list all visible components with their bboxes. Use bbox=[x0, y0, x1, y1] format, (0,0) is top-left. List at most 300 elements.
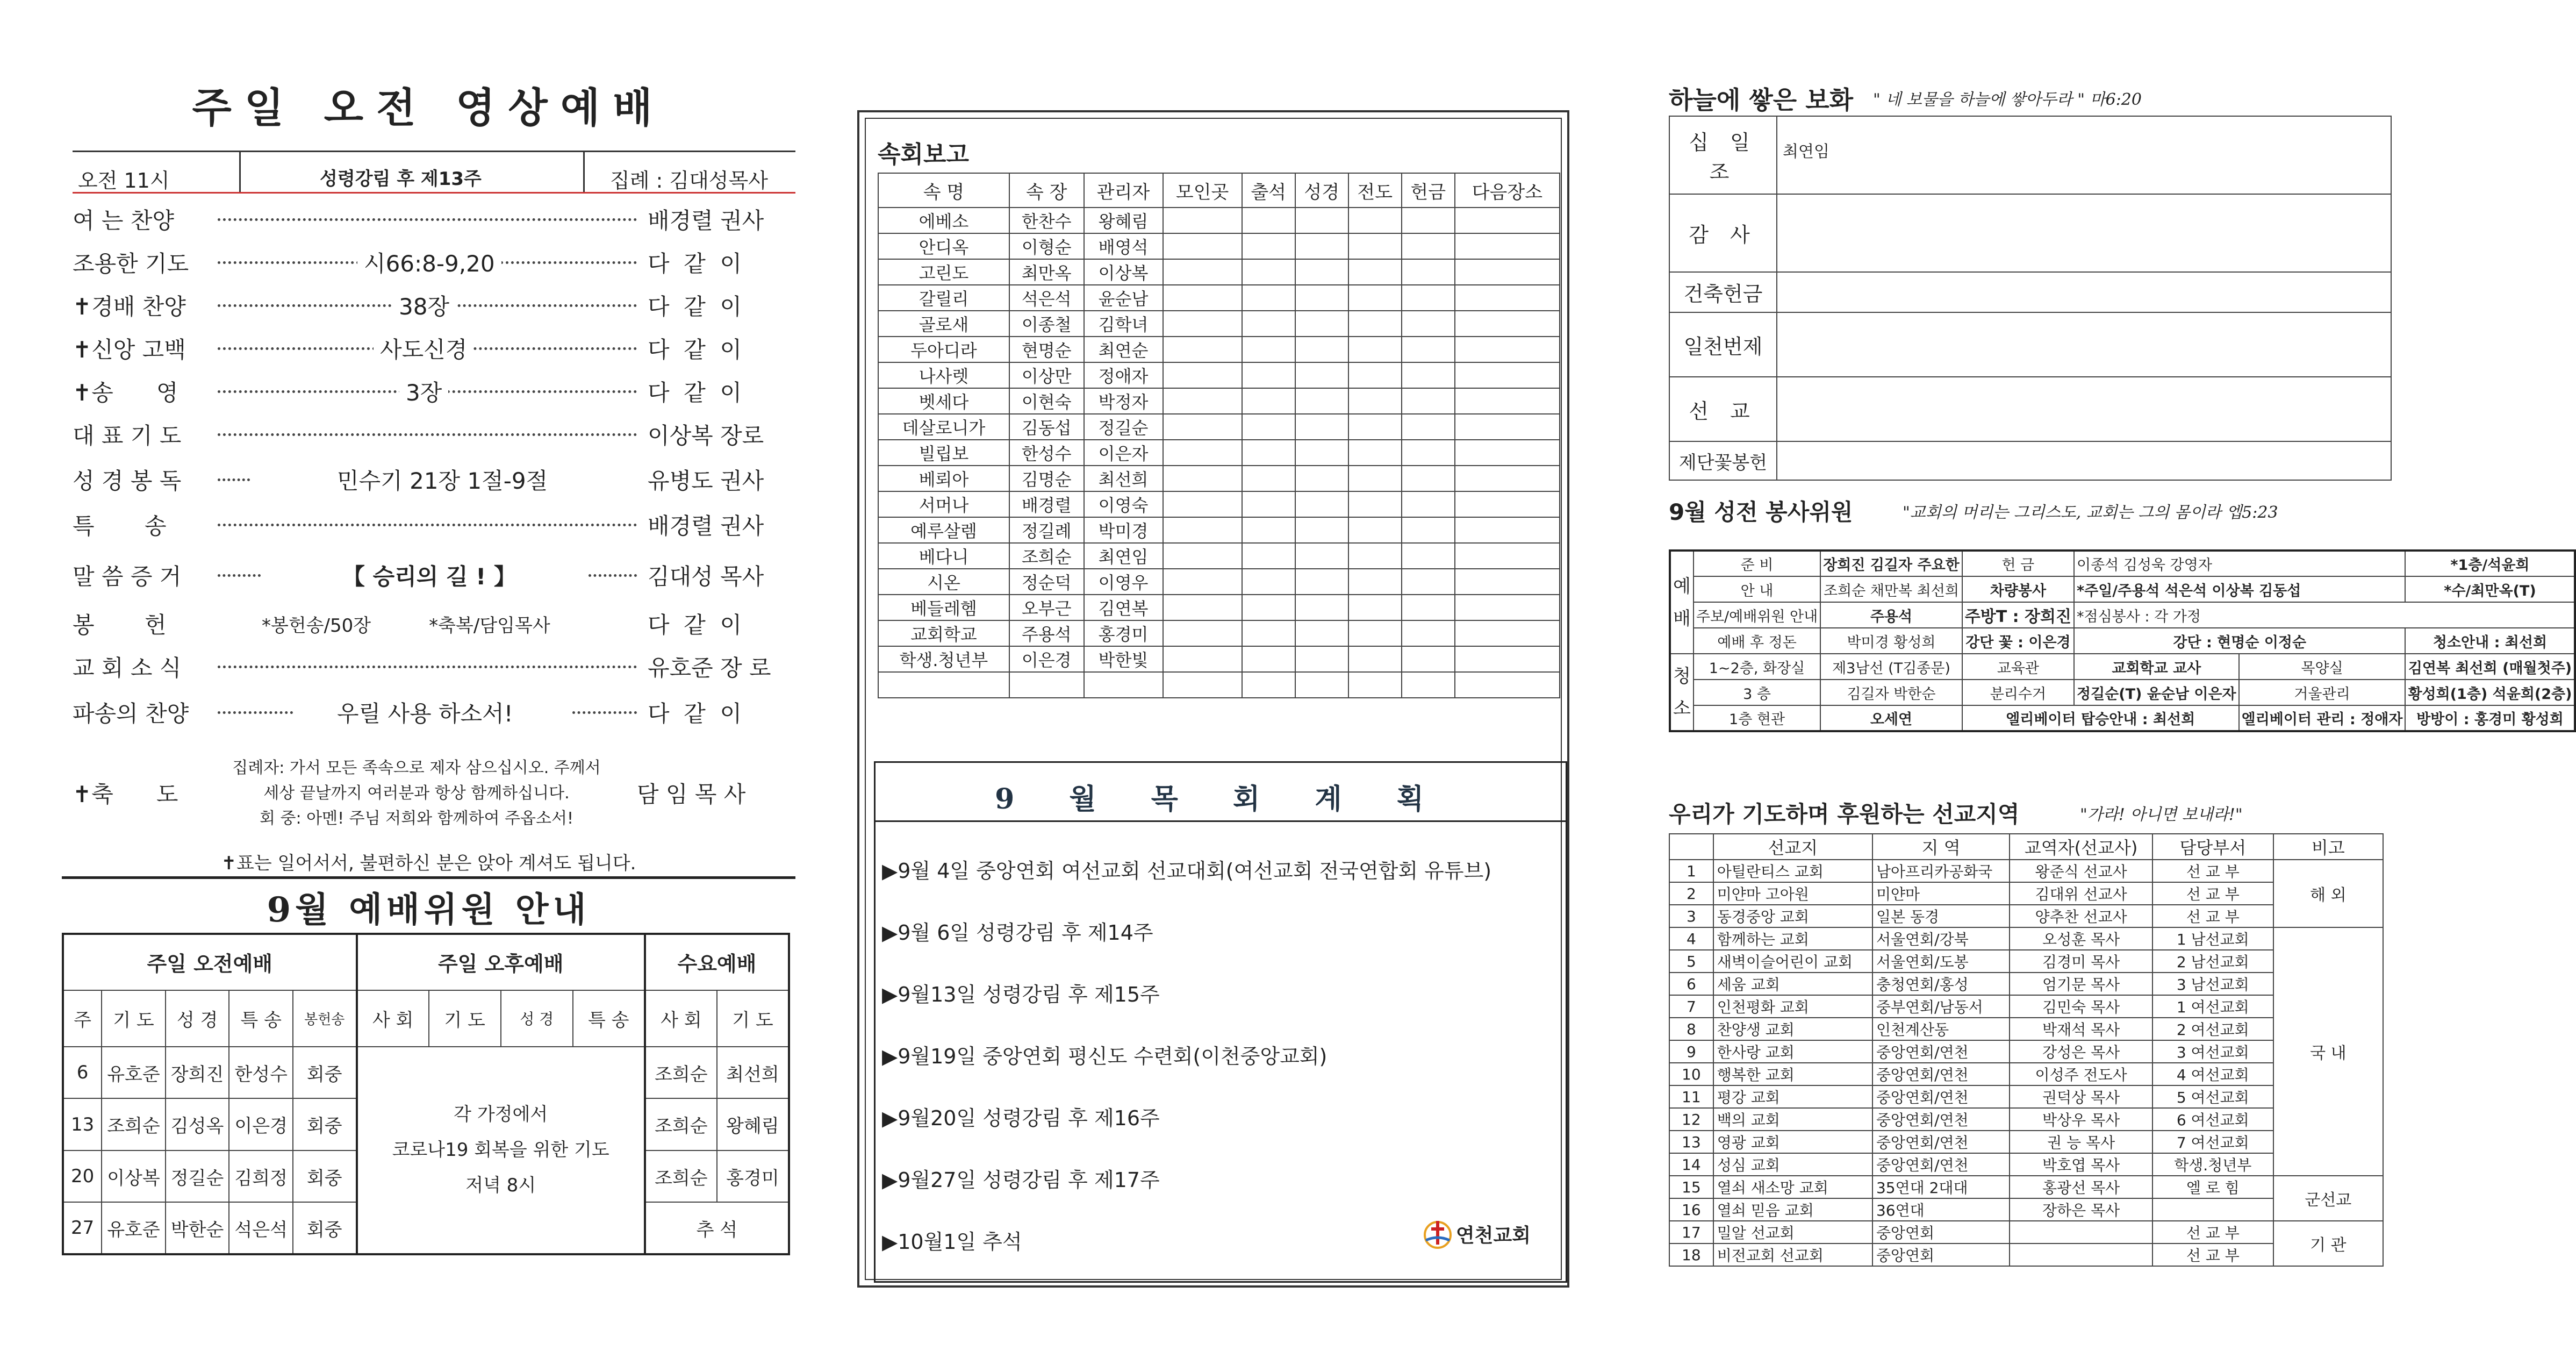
att-cell bbox=[1295, 517, 1348, 543]
mis-cell: 중앙연회 bbox=[1872, 1221, 2010, 1243]
att-cell: 김명순 bbox=[1009, 466, 1084, 491]
mis-col: 교역자(선교사) bbox=[2010, 834, 2152, 860]
order-leader: 배경렬 권사 bbox=[648, 203, 795, 235]
mis-cell: 10 bbox=[1669, 1063, 1713, 1085]
mis-cell: 9 bbox=[1669, 1040, 1713, 1063]
mis-cell: 박상우 목사 bbox=[2010, 1108, 2152, 1131]
mis-cell: 김경미 목사 bbox=[2010, 950, 2152, 973]
att-cell bbox=[1348, 646, 1402, 672]
order-leader: 이상복 장로 bbox=[648, 418, 795, 451]
cell: 박한순 bbox=[166, 1202, 229, 1254]
cell: 이상복 bbox=[102, 1150, 166, 1203]
att-cell bbox=[1163, 208, 1242, 233]
att-cell bbox=[1163, 646, 1242, 672]
att-cell bbox=[1009, 672, 1084, 698]
plan-item: ▶9월 6일 성령강림 후 제14주 bbox=[882, 921, 1153, 945]
mis-cell bbox=[2010, 1221, 2152, 1243]
order-label: ✝경배 찬양 bbox=[73, 294, 186, 320]
mis-cell: 7 bbox=[1669, 995, 1713, 1018]
att-cell bbox=[1455, 517, 1560, 543]
att-cell: 나사렛 bbox=[878, 362, 1009, 388]
benediction-leader: 담 임 목 사 bbox=[637, 781, 746, 807]
att-cell bbox=[1348, 517, 1402, 543]
att-cell bbox=[1348, 233, 1402, 259]
offering-key: 감 사 bbox=[1669, 194, 1777, 272]
vol-cell: 박미경 황성희 bbox=[1820, 628, 1962, 654]
att-cell bbox=[1163, 466, 1242, 491]
att-cell: 홍경미 bbox=[1084, 620, 1163, 646]
att-cell bbox=[1295, 595, 1348, 620]
cell: 유호준 bbox=[102, 1047, 166, 1099]
cell: 회중 bbox=[293, 1202, 357, 1254]
service-week: 성령강림 후 제13주 bbox=[320, 168, 482, 190]
att-cell bbox=[1348, 362, 1402, 388]
att-cell: 에베소 bbox=[878, 208, 1009, 233]
cell: 홍경미 bbox=[717, 1150, 789, 1203]
order-content: 민수기 21장 1절-9절 bbox=[331, 463, 554, 496]
order-row bbox=[73, 696, 795, 728]
mis-cell: 15 bbox=[1669, 1176, 1713, 1198]
att-cell bbox=[1163, 285, 1242, 311]
att-cell bbox=[1295, 543, 1348, 569]
att-cell: 이영숙 bbox=[1084, 491, 1163, 517]
att-col: 출석 bbox=[1242, 173, 1295, 208]
vol-cell: 차량봉사 bbox=[1962, 576, 2074, 602]
benediction-line: 회 중: 아멘! 주님 저희와 함께하여 주옵소서! bbox=[259, 809, 574, 828]
plan-title: 9 월 목 회 계 획 bbox=[876, 763, 1566, 822]
benediction-label: ✝축 도 bbox=[73, 781, 178, 807]
att-cell: 배영석 bbox=[1084, 233, 1163, 259]
vol-cell: 1층 현관 bbox=[1694, 705, 1820, 731]
vol-cell: 안 내 bbox=[1694, 576, 1820, 602]
mis-cell: 박호엽 목사 bbox=[2010, 1153, 2152, 1176]
service-title: 주일 오전 영상예배 bbox=[192, 84, 665, 132]
att-cell bbox=[1402, 285, 1455, 311]
mis-cell: 17 bbox=[1669, 1221, 1713, 1243]
mis-cell: 열쇠 믿음 교회 bbox=[1713, 1198, 1872, 1221]
mis-cell: 6 bbox=[1669, 973, 1713, 995]
att-row bbox=[878, 414, 1560, 440]
mis-cell: 학생.청년부 bbox=[2152, 1153, 2273, 1176]
order-content: *봉헌송/50장 *축복/담임목사 bbox=[255, 611, 557, 637]
att-cell: 석은석 bbox=[1009, 285, 1084, 311]
plan-item: ▶9월27일 성령강림 후 제17주 bbox=[882, 1168, 1160, 1192]
att-cell: 두아디라 bbox=[878, 337, 1009, 362]
att-cell bbox=[1402, 233, 1455, 259]
att-cell: 최연순 bbox=[1084, 337, 1163, 362]
order-label: 파송의 찬양 bbox=[73, 701, 189, 727]
att-cell bbox=[1455, 543, 1560, 569]
att-cell bbox=[1242, 543, 1295, 569]
att-cell bbox=[1402, 414, 1455, 440]
order-row bbox=[73, 332, 795, 364]
mis-cell: 한사랑 교회 bbox=[1713, 1040, 1872, 1063]
mis-cell: 2 여선교회 bbox=[2152, 1018, 2273, 1040]
att-cell: 배경렬 bbox=[1009, 491, 1084, 517]
att-cell bbox=[1402, 646, 1455, 672]
att-cell: 오부근 bbox=[1009, 595, 1084, 620]
mis-row bbox=[1669, 860, 2383, 882]
order-leader: 다 같 이 bbox=[648, 332, 795, 364]
mis-cell: 2 남선교회 bbox=[2152, 950, 2273, 973]
vol-cell: 주용석 bbox=[1820, 602, 1962, 628]
mis-cell: 인천평화 교회 bbox=[1713, 995, 1872, 1018]
mis-cell: 박재석 목사 bbox=[2010, 1018, 2152, 1040]
col-head: 봉헌송 bbox=[293, 990, 357, 1047]
att-cell bbox=[1295, 233, 1348, 259]
att-cell bbox=[1295, 414, 1348, 440]
mis-cell: 엄기문 목사 bbox=[2010, 973, 2152, 995]
att-cell bbox=[1348, 440, 1402, 466]
att-cell bbox=[1348, 337, 1402, 362]
att-cell bbox=[1455, 414, 1560, 440]
att-cell bbox=[1455, 362, 1560, 388]
att-cell: 이은자 bbox=[1084, 440, 1163, 466]
att-cell: 한성수 bbox=[1009, 440, 1084, 466]
mis-cell: 8 bbox=[1669, 1018, 1713, 1040]
offering-key: 선 교 bbox=[1669, 377, 1777, 441]
offering-value bbox=[1777, 377, 2391, 441]
att-cell bbox=[1295, 208, 1348, 233]
plan-box bbox=[874, 761, 1567, 1283]
att-col: 헌금 bbox=[1402, 173, 1455, 208]
attendance-title: 속회보고 bbox=[878, 141, 970, 168]
vol-cell: 강단 : 현명순 이정순 bbox=[2074, 628, 2405, 654]
att-cell bbox=[1163, 672, 1242, 698]
cell: 회중 bbox=[293, 1098, 357, 1150]
att-cell bbox=[1402, 543, 1455, 569]
att-cell: 교회학교 bbox=[878, 620, 1009, 646]
att-cell bbox=[1455, 569, 1560, 595]
mis-cell: 이성주 전도사 bbox=[2010, 1063, 2152, 1085]
att-cell bbox=[1242, 362, 1295, 388]
offering-value: 최연임 bbox=[1777, 116, 2391, 194]
attendance-table bbox=[878, 173, 1560, 698]
mis-note: 기 관 bbox=[2273, 1221, 2383, 1266]
att-cell: 윤순남 bbox=[1084, 285, 1163, 311]
att-cell bbox=[1295, 620, 1348, 646]
volunteer-table bbox=[1669, 549, 2576, 732]
mis-row bbox=[1669, 927, 2383, 950]
mis-cell: 평강 교회 bbox=[1713, 1085, 1872, 1108]
order-leader: 다 같 이 bbox=[648, 696, 795, 728]
volunteer-title: 9월 성전 봉사위원 bbox=[1669, 499, 1853, 525]
mis-col: 지 역 bbox=[1872, 834, 2010, 860]
vol-cell: 분리수거 bbox=[1962, 680, 2074, 705]
att-row bbox=[878, 362, 1560, 388]
att-cell: 조희순 bbox=[1009, 543, 1084, 569]
mis-cell: 함께하는 교회 bbox=[1713, 927, 1872, 950]
mis-cell: 충청연회/홍성 bbox=[1872, 973, 2010, 995]
att-cell bbox=[1455, 259, 1560, 285]
order-row bbox=[73, 203, 795, 235]
offering-value bbox=[1777, 194, 2391, 272]
order-leader: 다 같 이 bbox=[648, 375, 795, 408]
att-row bbox=[878, 285, 1560, 311]
att-cell: 정애자 bbox=[1084, 362, 1163, 388]
att-cell bbox=[1455, 466, 1560, 491]
att-cell: 이종철 bbox=[1009, 311, 1084, 337]
order-leader: 유병도 권사 bbox=[648, 463, 795, 496]
mis-cell: 11 bbox=[1669, 1085, 1713, 1108]
offering-key: 십 일 조 bbox=[1669, 116, 1777, 194]
att-cell bbox=[1242, 233, 1295, 259]
att-cell bbox=[1348, 285, 1402, 311]
att-cell bbox=[1163, 388, 1242, 414]
cell: 이은경 bbox=[229, 1098, 293, 1150]
att-cell bbox=[1163, 233, 1242, 259]
att-cell bbox=[1455, 311, 1560, 337]
att-cell bbox=[1163, 595, 1242, 620]
att-cell bbox=[1402, 440, 1455, 466]
mis-col: 선교지 bbox=[1713, 834, 1872, 860]
att-cell bbox=[1348, 259, 1402, 285]
att-cell: 정순덕 bbox=[1009, 569, 1084, 595]
vol-cell: 준 비 bbox=[1694, 551, 1820, 576]
order-content: 3장 bbox=[399, 375, 448, 408]
att-row bbox=[878, 569, 1560, 595]
mis-cell: 동경중앙 교회 bbox=[1713, 905, 1872, 927]
vol-cell: 목양실 bbox=[2239, 654, 2406, 680]
att-cell bbox=[1348, 311, 1402, 337]
mis-cell: 선 교 부 bbox=[2152, 905, 2273, 927]
mis-cell: 1 bbox=[1669, 860, 1713, 882]
mission-title: 우리가 기도하며 후원하는 선교지역 bbox=[1669, 801, 2020, 827]
att-cell bbox=[1242, 466, 1295, 491]
mis-cell: 인천계산동 bbox=[1872, 1018, 2010, 1040]
mis-note: 국 내 bbox=[2273, 927, 2383, 1176]
mis-cell: 엘 로 힘 bbox=[2152, 1176, 2273, 1198]
att-row bbox=[878, 543, 1560, 569]
att-row bbox=[878, 311, 1560, 337]
service-header bbox=[73, 151, 795, 194]
cell: 정길순 bbox=[166, 1150, 229, 1203]
mis-cell: 35연대 2대대 bbox=[1872, 1176, 2010, 1198]
vol-cell: 거울관리 bbox=[2239, 680, 2406, 705]
order-content: 사도신경 bbox=[374, 332, 473, 364]
benediction-line: 집례자: 가서 모든 족속으로 제자 삼으십시오. 주께서 bbox=[232, 759, 601, 777]
att-cell bbox=[1242, 672, 1295, 698]
mis-cell: 2 bbox=[1669, 882, 1713, 905]
att-cell bbox=[1242, 311, 1295, 337]
plan-item: ▶9월19일 중앙연회 평신도 수련회(이천중앙교회) bbox=[882, 1045, 1328, 1068]
att-cell: 베들레헴 bbox=[878, 595, 1009, 620]
att-cell bbox=[1242, 414, 1295, 440]
vol-cell: 청소안내 : 최선희 bbox=[2405, 628, 2575, 654]
att-cell: 학생.청년부 bbox=[878, 646, 1009, 672]
cell-day: 20 bbox=[63, 1150, 102, 1203]
order-content: 【 승리의 길 ! 】 bbox=[336, 559, 523, 591]
att-cell: 박정자 bbox=[1084, 388, 1163, 414]
att-cell bbox=[1163, 259, 1242, 285]
att-cell bbox=[1163, 491, 1242, 517]
vol-cell: 교육관 bbox=[1962, 654, 2074, 680]
middle-panel bbox=[857, 110, 1569, 1288]
col-head: 특 송 bbox=[229, 990, 293, 1047]
vol-cell: 조희순 채만복 최선희 bbox=[1820, 576, 1962, 602]
att-row bbox=[878, 620, 1560, 646]
order-label: 말 씀 증 거 bbox=[73, 563, 182, 590]
att-cell bbox=[1455, 440, 1560, 466]
att-cell bbox=[1455, 388, 1560, 414]
cell-day: 13 bbox=[63, 1098, 102, 1150]
mis-cell: 중앙연회 bbox=[1872, 1243, 2010, 1266]
order-label: 봉 헌 bbox=[73, 612, 167, 638]
att-cell: 이영우 bbox=[1084, 569, 1163, 595]
att-cell bbox=[1163, 569, 1242, 595]
att-cell: 김연복 bbox=[1084, 595, 1163, 620]
att-cell bbox=[1295, 388, 1348, 414]
att-cell bbox=[1295, 259, 1348, 285]
benediction-line: 세상 끝날까지 여러분과 항상 함께하십니다. bbox=[263, 784, 570, 803]
att-cell bbox=[1348, 414, 1402, 440]
col-head: 기 도 bbox=[717, 990, 789, 1047]
att-cell bbox=[1455, 672, 1560, 698]
vol-cell: *수/최만옥(T) bbox=[2405, 576, 2575, 602]
att-cell: 김학녀 bbox=[1084, 311, 1163, 337]
att-col: 모인곳 bbox=[1163, 173, 1242, 208]
att-row bbox=[878, 646, 1560, 672]
service-time: 오전 11시 bbox=[78, 169, 170, 192]
att-row bbox=[878, 595, 1560, 620]
mission-subtitle: "가라! 아니면 보내라!" bbox=[2080, 805, 2243, 824]
plan-item: ▶10월1일 추석 bbox=[882, 1230, 1022, 1254]
order-leader: 유호준 장 로 bbox=[648, 651, 795, 683]
order-leader: 다 같 이 bbox=[648, 246, 795, 278]
group-wed: 수요예배 bbox=[645, 934, 789, 990]
att-cell bbox=[1348, 388, 1402, 414]
att-cell bbox=[1402, 491, 1455, 517]
att-cell bbox=[1242, 208, 1295, 233]
att-cell bbox=[1163, 311, 1242, 337]
mis-cell: 세움 교회 bbox=[1713, 973, 1872, 995]
att-cell: 베뢰아 bbox=[878, 466, 1009, 491]
offering-key: 제단꽃봉헌 bbox=[1669, 441, 1777, 480]
order-content: 시66:8-9,20 bbox=[357, 246, 501, 278]
att-cell bbox=[1295, 362, 1348, 388]
group-am: 주일 오전예배 bbox=[63, 934, 357, 990]
att-col: 성경 bbox=[1295, 173, 1348, 208]
mis-cell: 4 여선교회 bbox=[2152, 1063, 2273, 1085]
att-cell bbox=[1163, 543, 1242, 569]
mis-cell: 12 bbox=[1669, 1108, 1713, 1131]
church-logo bbox=[1423, 1219, 1531, 1249]
mis-cell: 선 교 부 bbox=[2152, 882, 2273, 905]
col-head: 사 회 bbox=[645, 990, 717, 1047]
mis-cell: 열쇠 새소망 교회 bbox=[1713, 1176, 1872, 1198]
order-label: 여 는 찬양 bbox=[73, 208, 174, 234]
att-cell: 왕혜림 bbox=[1084, 208, 1163, 233]
mis-note: 해 외 bbox=[2273, 860, 2383, 927]
att-row bbox=[878, 233, 1560, 259]
mis-cell: 5 bbox=[1669, 950, 1713, 973]
att-cell: 안디옥 bbox=[878, 233, 1009, 259]
mis-cell: 김민숙 목사 bbox=[2010, 995, 2152, 1018]
att-row bbox=[878, 337, 1560, 362]
vol-cell: 이종석 김성욱 강영자 bbox=[2074, 551, 2405, 576]
worship-staff-title: 9월 예배위원 안내 bbox=[62, 876, 795, 925]
att-cell: 예루살렘 bbox=[878, 517, 1009, 543]
cell: 김희정 bbox=[229, 1150, 293, 1203]
volunteer-subtitle: "교회의 머리는 그리스도, 교회는 그의 몸이라 엡5:23 bbox=[1903, 503, 2278, 522]
vol-cell: 제3남선 (T김종문) bbox=[1820, 654, 1962, 680]
mis-cell: 3 남선교회 bbox=[2152, 973, 2273, 995]
att-cell bbox=[1163, 337, 1242, 362]
att-cell bbox=[1455, 491, 1560, 517]
offering-key: 건축헌금 bbox=[1669, 272, 1777, 312]
service-officiant: 집례 : 김대성목사 bbox=[610, 169, 768, 192]
cell: 왕혜림 bbox=[717, 1098, 789, 1150]
mis-cell: 백의 교회 bbox=[1713, 1108, 1872, 1131]
order-row bbox=[73, 463, 795, 496]
att-cell: 최선희 bbox=[1084, 466, 1163, 491]
order-leader: 다 같 이 bbox=[648, 607, 795, 640]
mis-col: 비고 bbox=[2273, 834, 2383, 860]
mis-cell: 김대위 선교사 bbox=[2010, 882, 2152, 905]
mis-cell: 남아프리카공화국 bbox=[1872, 860, 2010, 882]
church-logo-icon bbox=[1423, 1219, 1453, 1249]
mis-cell: 1 여선교회 bbox=[2152, 995, 2273, 1018]
mis-cell: 새벽이슬어린이 교회 bbox=[1713, 950, 1872, 973]
att-cell bbox=[1084, 672, 1163, 698]
att-row bbox=[878, 440, 1560, 466]
att-col: 다음장소 bbox=[1455, 173, 1560, 208]
vol-cell: 방방이 : 홍경미 황성희 bbox=[2405, 705, 2575, 731]
att-row bbox=[878, 259, 1560, 285]
mis-cell: 3 bbox=[1669, 905, 1713, 927]
att-cell bbox=[1402, 362, 1455, 388]
vol-cell: *점심봉사 : 각 가정 bbox=[2074, 602, 2575, 628]
benediction-text bbox=[212, 755, 621, 831]
att-cell bbox=[1402, 337, 1455, 362]
cell: 회중 bbox=[293, 1047, 357, 1099]
att-cell bbox=[1402, 388, 1455, 414]
mis-cell bbox=[2010, 1243, 2152, 1266]
att-cell bbox=[1242, 517, 1295, 543]
mis-cell: 선 교 부 bbox=[2152, 860, 2273, 882]
att-cell bbox=[1242, 569, 1295, 595]
att-cell bbox=[1163, 414, 1242, 440]
col-head: 기 도 bbox=[429, 990, 501, 1047]
att-cell: 최만옥 bbox=[1009, 259, 1084, 285]
att-row bbox=[878, 672, 1560, 698]
att-cell bbox=[1295, 311, 1348, 337]
att-cell bbox=[1242, 646, 1295, 672]
att-row bbox=[878, 388, 1560, 414]
vol-cell: 헌 금 bbox=[1962, 551, 2074, 576]
att-cell: 벳세다 bbox=[878, 388, 1009, 414]
cell: 조희순 bbox=[102, 1098, 166, 1150]
mis-cell: 서울연회/강북 bbox=[1872, 927, 2010, 950]
mis-cell: 중앙연회/연천 bbox=[1872, 1040, 2010, 1063]
att-cell bbox=[1455, 620, 1560, 646]
att-row bbox=[878, 208, 1560, 233]
att-cell bbox=[1402, 517, 1455, 543]
att-cell bbox=[1163, 362, 1242, 388]
order-label: 특 송 bbox=[73, 513, 167, 539]
mis-cell: 중부연회/남동서 bbox=[1872, 995, 2010, 1018]
att-cell: 현명순 bbox=[1009, 337, 1084, 362]
vol-cell: 오세연 bbox=[1820, 705, 1962, 731]
att-cell: 정길례 bbox=[1009, 517, 1084, 543]
order-row bbox=[73, 509, 795, 541]
order-label: ✝신앙 고백 bbox=[73, 337, 186, 363]
mis-cell: 일본 동경 bbox=[1872, 905, 2010, 927]
cell: 조희순 bbox=[645, 1047, 717, 1099]
att-cell bbox=[1455, 233, 1560, 259]
att-cell bbox=[1348, 491, 1402, 517]
vol-cell: 김길자 박한순 bbox=[1820, 680, 1962, 705]
